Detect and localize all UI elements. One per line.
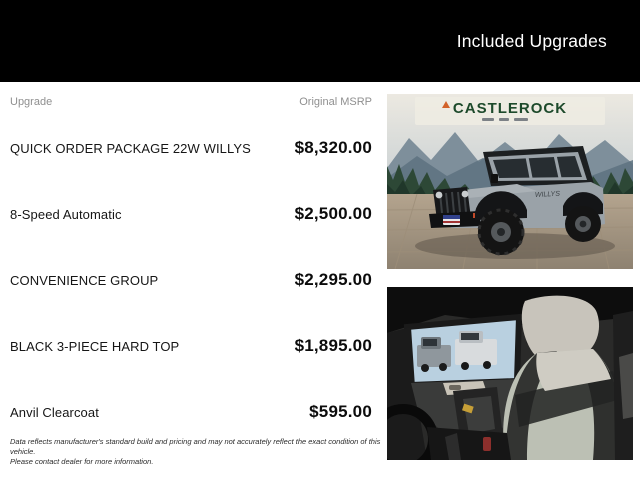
rear-wheel — [565, 206, 601, 242]
table-rows — [10, 115, 372, 445]
vehicle-exterior-photo — [387, 94, 633, 269]
exterior-photo-illustration — [387, 94, 633, 269]
column-header-msrp: Original MSRP — [299, 96, 372, 108]
upgrades-table — [10, 96, 372, 445]
column-header-upgrade: Upgrade — [10, 96, 53, 108]
upgrade-price: $1,895.00 — [294, 336, 372, 355]
seatbelt-buckle — [483, 437, 491, 451]
upgrade-name: 8-Speed Automatic — [10, 206, 122, 222]
disclaimer-line-2: Please contact dealer for more information. — [10, 456, 154, 466]
vehicle-interior-photo — [387, 287, 633, 460]
table-row — [10, 181, 372, 247]
table-row — [10, 379, 372, 445]
dealer-brand-logos — [482, 118, 528, 121]
upgrade-name: QUICK ORDER PACKAGE 22W WILLYS — [10, 140, 251, 156]
table-header-row — [10, 96, 372, 110]
interior-photo-illustration — [387, 287, 633, 460]
upgrade-name: CONVENIENCE GROUP — [10, 272, 159, 288]
table-row — [10, 313, 372, 379]
upgrade-price: $2,295.00 — [294, 270, 372, 289]
page-title: Included Upgrades — [456, 31, 607, 51]
table-row — [10, 247, 372, 313]
upgrade-name: Anvil Clearcoat — [10, 404, 99, 420]
hood-decal-text: WILLYS — [534, 190, 561, 199]
upgrade-price: $595.00 — [309, 402, 372, 421]
dealer-logo-text: CASTLEROCK — [452, 100, 568, 117]
upgrade-price: $2,500.00 — [294, 204, 372, 223]
header-bar — [0, 0, 640, 82]
upgrade-name: BLACK 3-PIECE HARD TOP — [10, 338, 180, 354]
table-row — [10, 115, 372, 181]
disclaimer-text — [10, 437, 382, 466]
disclaimer-line-1: Data reflects manufacturer's standard build and pricing and may not accurately reflect the exact condition of this vehicle. — [10, 437, 381, 456]
upgrade-price: $8,320.00 — [294, 138, 372, 157]
front-wheel — [478, 209, 524, 255]
